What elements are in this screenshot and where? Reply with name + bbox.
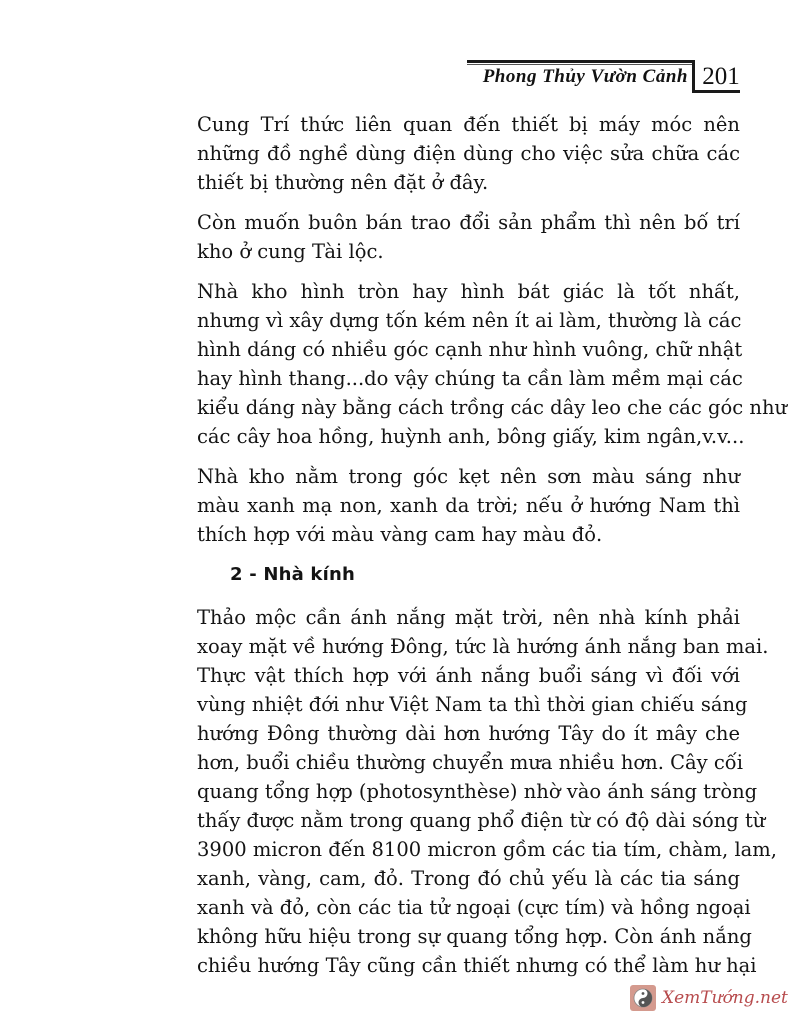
text-line: vùng nhiệt đới như Việt Nam ta thì thời gian chiếu sáng	[197, 693, 748, 716]
text-line: Cung Trí thức liên quan đến thiết bị máy móc nên	[197, 113, 740, 136]
text-line: hình dáng có nhiều góc cạnh như hình vuông, chữ nhật	[197, 338, 743, 361]
text-line: 3900 micron đến 8100 micron gồm các tia tím, chàm, lam,	[197, 838, 777, 861]
text-line: Thảo mộc cần ánh nắng mặt trời, nên nhà kính phải	[197, 606, 740, 629]
text-line: thích hợp với màu vàng cam hay màu đỏ.	[197, 523, 603, 546]
paragraph	[160, 603, 777, 980]
watermark-text: XemTướng.net	[662, 988, 788, 1008]
text-line: quang tổng hợp (photosynthèse) nhờ vào ánh sáng tròng	[197, 780, 758, 803]
paragraph	[160, 277, 788, 451]
text-line: kiểu dáng này bằng cách trồng các dây leo che các góc như	[197, 396, 788, 419]
header-rule	[467, 60, 695, 63]
text-line: Còn muốn buôn bán trao đổi sản phẩm thì nên bố trí	[197, 211, 740, 234]
watermark-logo	[630, 980, 788, 1016]
paragraph	[160, 462, 740, 549]
header-rule-vertical	[692, 60, 695, 93]
text-line: thiết bị thường nên đặt ở đây.	[197, 171, 489, 194]
text-line: kho ở cung Tài lộc.	[197, 240, 384, 263]
page-number: 201	[702, 63, 740, 90]
text-line: không hữu hiệu trong sự quang tổng hợp. Còn ánh nắng	[197, 925, 752, 948]
text-line: Nhà kho hình tròn hay hình bát giác là tốt nhất,	[197, 280, 740, 303]
yin-yang-icon	[630, 985, 656, 1011]
header-rule-thin	[467, 64, 695, 65]
text-line: nhưng vì xây dựng tốn kém nên ít ai làm, thường là các	[197, 309, 742, 332]
text-line: hay hình thang...do vậy chúng ta cần làm mềm mại các	[197, 367, 743, 390]
text-line: xoay mặt về hướng Đông, tức là hướng ánh nắng ban mai.	[197, 635, 769, 658]
text-line: hướng Đông thường dài hơn hướng Tây do ít mây che	[197, 722, 740, 745]
text-line: Nhà kho nằm trong góc kẹt nên sơn màu sáng như	[197, 465, 740, 488]
text-line: màu xanh mạ non, xanh da trời; nếu ở hướng Nam thì	[197, 494, 740, 517]
text-line: chiều hướng Tây cũng cần thiết nhưng có thể làm hư hại	[197, 954, 757, 977]
running-title: Phong Thủy Vườn Cảnh	[482, 66, 688, 87]
text-line: hơn, buổi chiều thường chuyển mưa nhiều hơn. Cây cối	[197, 751, 743, 774]
text-line: những đồ nghề dùng điện dùng cho việc sửa chữa các	[197, 142, 740, 165]
page-header	[0, 0, 800, 100]
paragraph	[160, 110, 740, 197]
text-line: thấy được nằm trong quang phổ điện từ có độ dài sóng từ	[197, 809, 766, 832]
paragraph	[160, 208, 740, 266]
text-line: Thực vật thích hợp với ánh nắng buổi sáng vì đối với	[197, 664, 740, 687]
text-line: các cây hoa hồng, huỳnh anh, bông giấy, kim ngân,v.v...	[197, 425, 745, 448]
text-line: xanh, vàng, cam, đỏ. Trong đó chủ yếu là các tia sáng	[197, 867, 740, 890]
section-heading: 2 - Nhà kính	[230, 564, 355, 585]
body-text	[160, 110, 788, 991]
text-line: xanh và đỏ, còn các tia tử ngoại (cực tím) và hồng ngoại	[197, 896, 751, 919]
